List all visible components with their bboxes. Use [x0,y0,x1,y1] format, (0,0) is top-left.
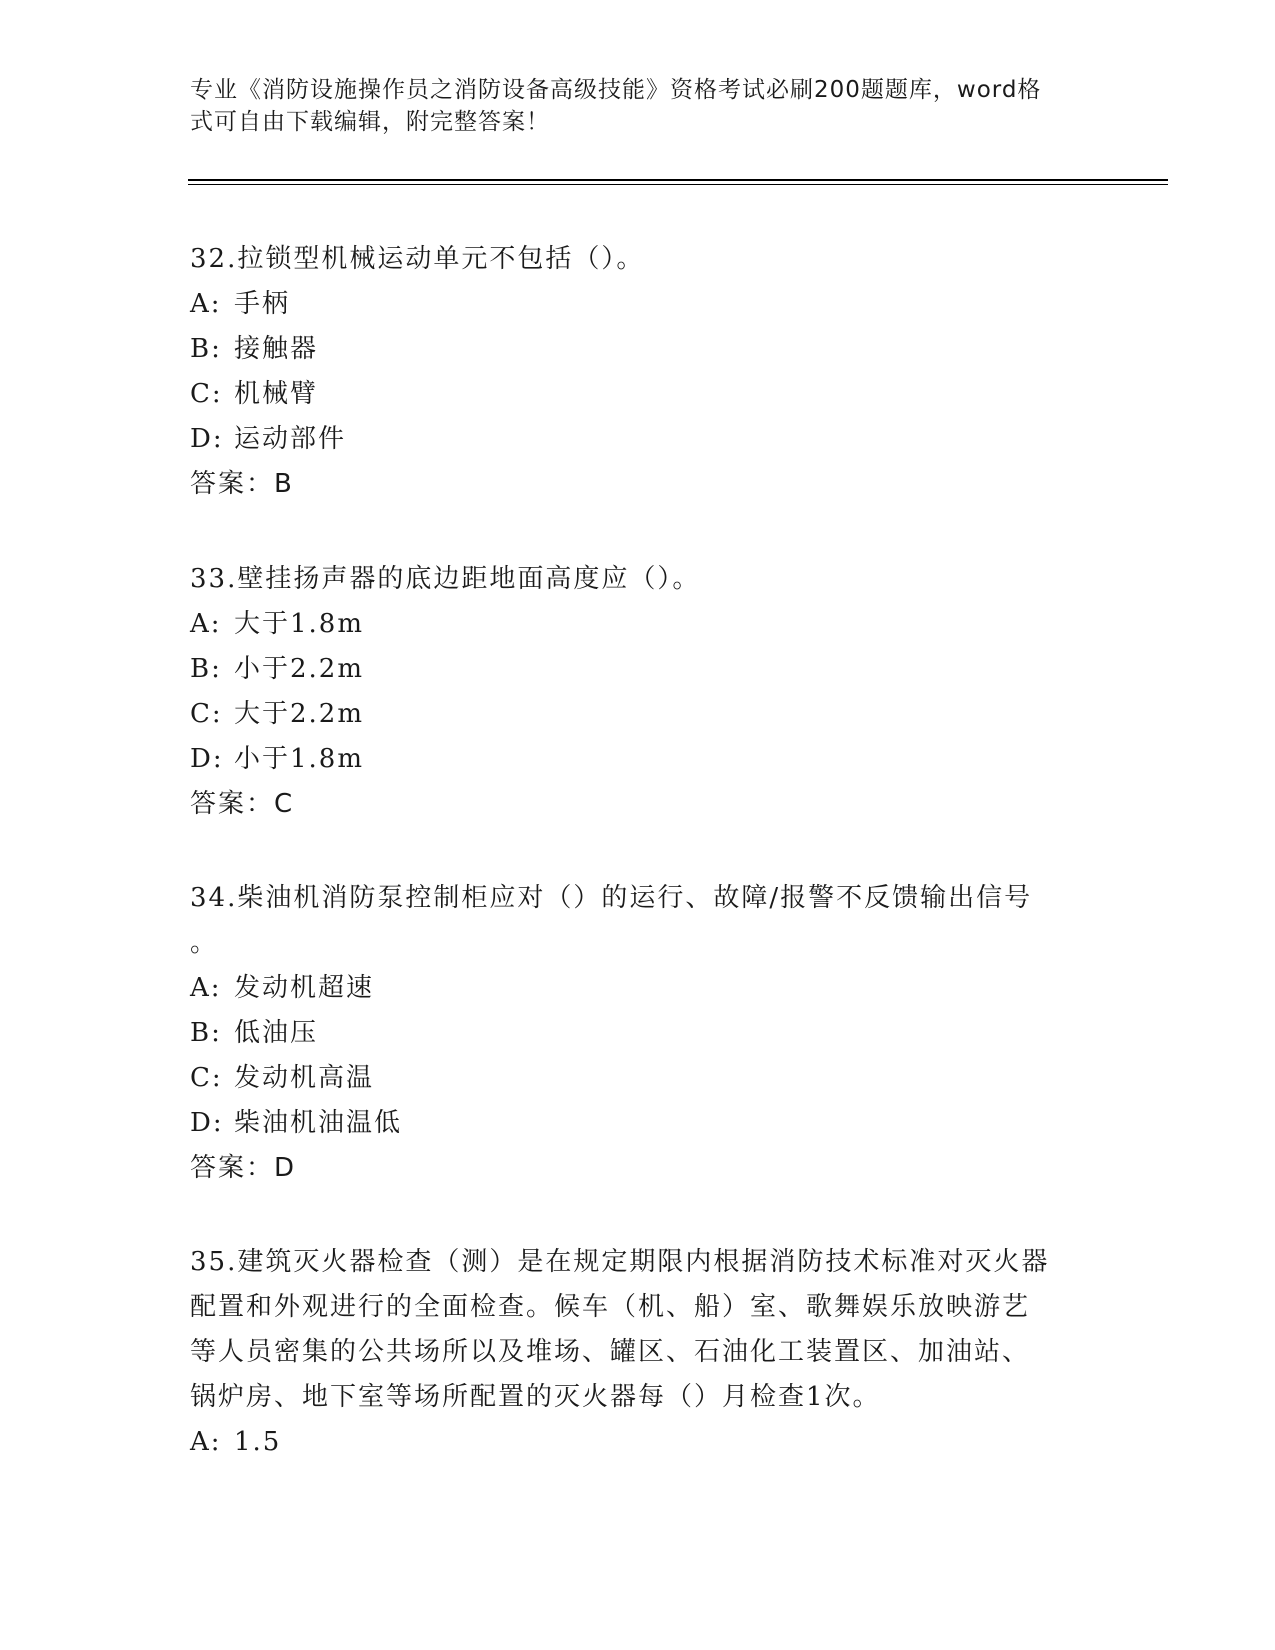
question-stem-line: 。 [190,928,219,958]
option-d [190,737,1090,782]
option-label: C: [190,699,223,729]
option-text: 运动部件 [234,424,347,454]
option-text: 发动机高温 [234,1063,375,1093]
question-stem: 33.壁挂扬声器的底边距地面高度应（）。 [190,564,701,594]
option-a [190,966,1090,1011]
option-b [190,327,1090,372]
option-label: B: [190,334,222,364]
option-a [190,282,1090,327]
option-text: 大于2.2m [234,699,365,729]
option-label: B: [190,1018,222,1048]
option-c [190,372,1090,417]
question-stem-line: 等人员密集的公共场所以及堆场、罐区、石油化工装置区、加油站、 [190,1337,1031,1367]
option-text: 柴油机油温低 [234,1108,403,1138]
option-label: D: [190,744,224,774]
option-b [190,647,1090,692]
option-label: C: [190,379,223,409]
option-b [190,1011,1090,1056]
option-label: D: [190,1108,224,1138]
option-d [190,1101,1090,1146]
question-stem-line: 配置和外观进行的全面检查。候车（机、船）室、歌舞娱乐放映游艺 [190,1292,1031,1322]
option-label: C: [190,1063,223,1093]
header-rule-thin [188,184,1168,185]
option-text: 手柄 [234,289,291,319]
question-stem-line: 35.建筑灭火器检查（测）是在规定期限内根据消防技术标准对灭火器 [190,1247,1050,1277]
option-c [190,692,1090,737]
option-text: 低油压 [234,1018,319,1048]
option-label: A: [190,1427,222,1457]
document-header [190,74,1070,138]
answer: 答案：C [190,789,295,819]
question-stem: 32.拉锁型机械运动单元不包括（）。 [190,244,645,274]
question-stem-line: 锅炉房、地下室等场所配置的灭火器每（）月检查1次。 [190,1382,881,1412]
header-rule-thick [188,179,1168,181]
question-stem [190,1240,1090,1420]
option-text: 1.5 [234,1427,282,1457]
option-a [190,602,1090,647]
option-text: 发动机超速 [234,973,375,1003]
question-33 [190,557,1090,827]
answer: 答案：D [190,1153,297,1183]
option-label: A: [190,289,222,319]
header-line-2: 式可自由下载编辑，附完整答案！ [190,109,550,135]
option-label: D: [190,424,224,454]
option-text: 接触器 [234,334,319,364]
header-line-1: 专业《消防设施操作员之消防设备高级技能》资格考试必刷200题题库，word格 [190,77,1042,103]
question-stem [190,876,1090,966]
option-c [190,1056,1090,1101]
option-a [190,1420,1090,1465]
question-34 [190,876,1090,1191]
question-32 [190,237,1090,507]
option-text: 大于1.8m [234,609,365,639]
option-label: A: [190,973,222,1003]
question-35 [190,1240,1090,1465]
option-label: A: [190,609,222,639]
option-d [190,417,1090,462]
option-text: 机械臂 [234,379,319,409]
option-text: 小于2.2m [234,654,365,684]
option-label: B: [190,654,222,684]
option-text: 小于1.8m [234,744,365,774]
question-stem-line: 34.柴油机消防泵控制柜应对（）的运行、故障/报警不反馈输出信号 [190,883,1033,913]
answer: 答案：B [190,469,294,499]
